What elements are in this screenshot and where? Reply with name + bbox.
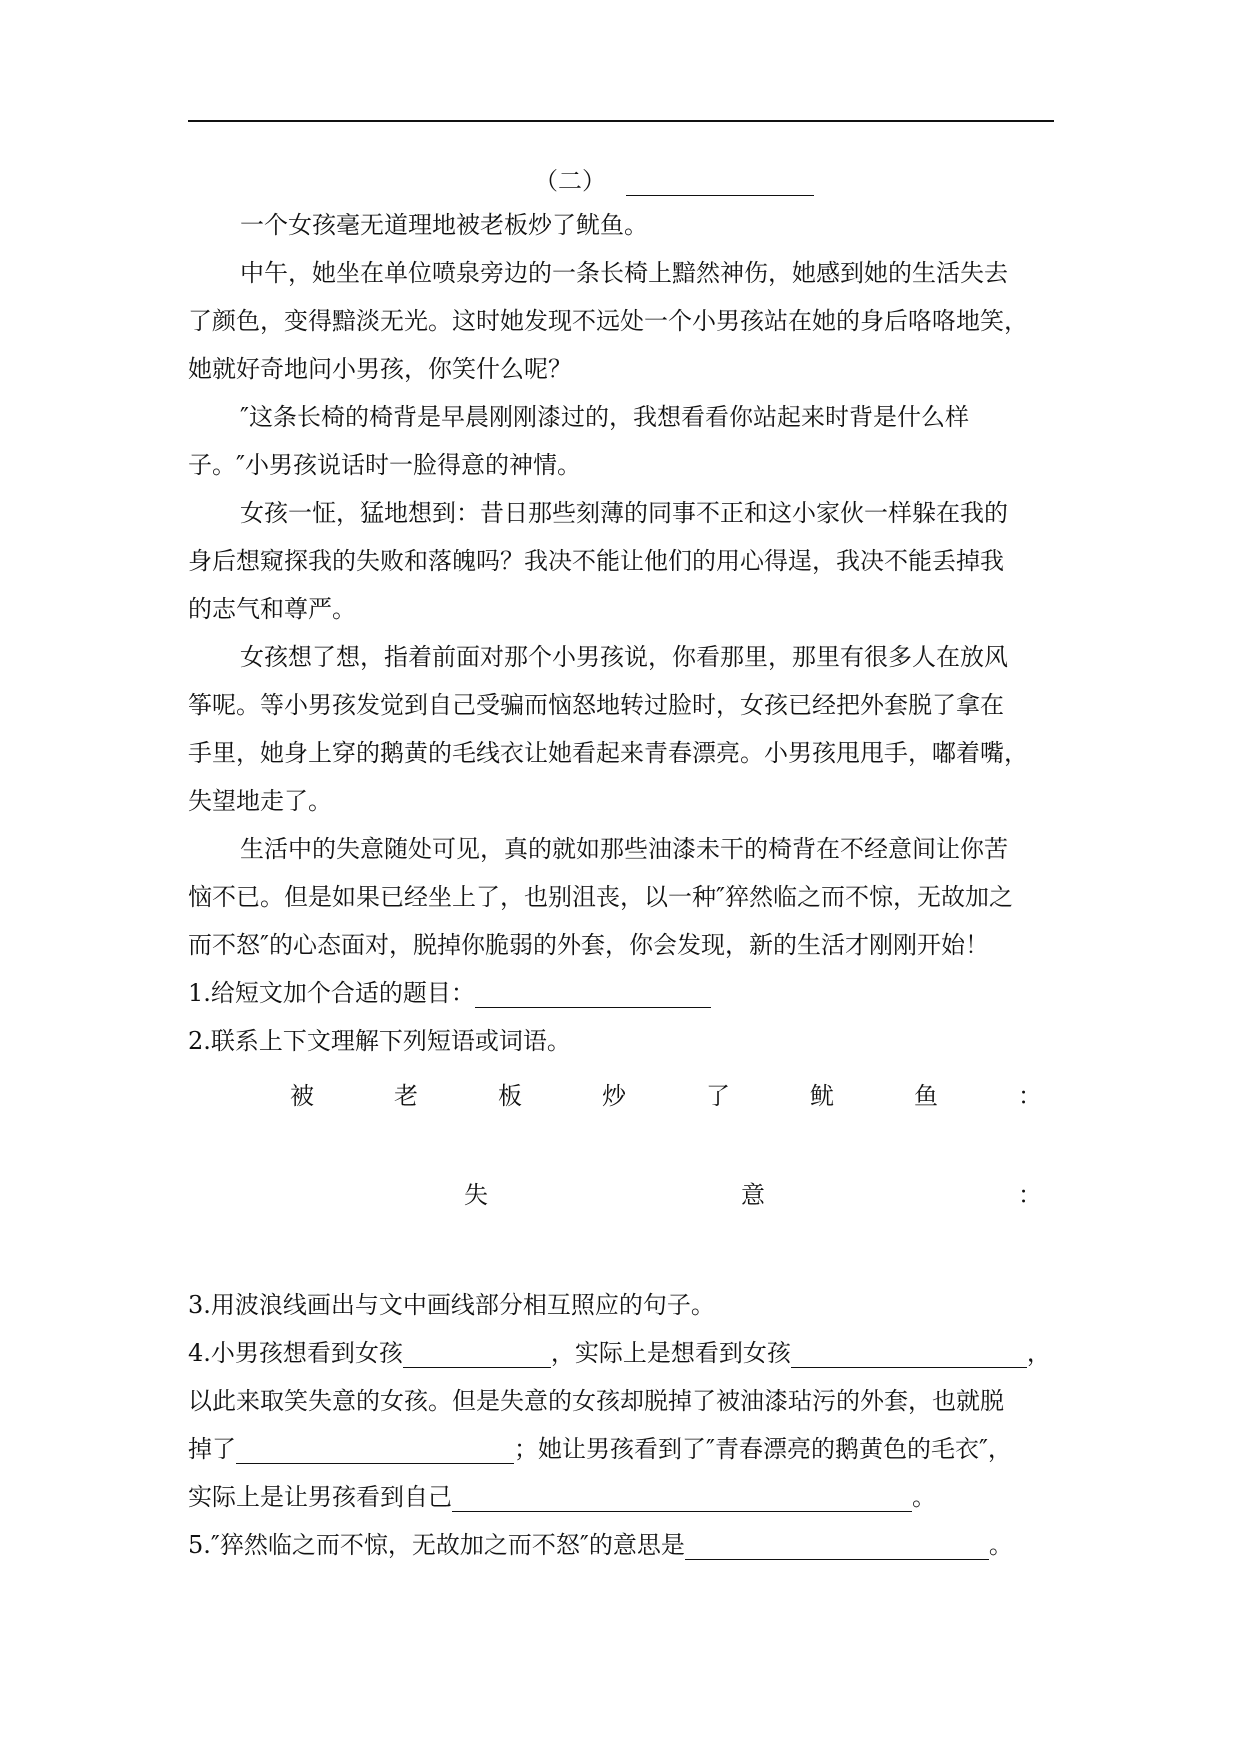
question-4-text-a: 4.小男孩想看到女孩 xyxy=(188,1339,403,1367)
paragraph-1: 一个女孩毫无道理地被老板炒了鱿鱼。 xyxy=(240,211,648,239)
question-1-blank[interactable] xyxy=(475,983,711,1008)
header-rule xyxy=(188,120,1054,122)
question-4-blank-3[interactable] xyxy=(236,1439,514,1464)
question-4-text-g: 实际上是让男孩看到自己 xyxy=(188,1483,452,1511)
paragraph-5-line-2: 筝呢。等小男孩发觉到自己受骗而恼怒地转过脸时，女孩已经把外套脱了拿在 xyxy=(188,691,1004,719)
paragraph-2-line-2: 了颜色，变得黯淡无光。这时她发现不远处一个小男孩站在她的身后咯咯地笑， xyxy=(188,307,1028,335)
question-4-line-2: 以此来取笑失意的女孩。但是失意的女孩却脱掉了被油漆玷污的外套，也就脱 xyxy=(188,1387,1004,1415)
paragraph-4-line-2: 身后想窥探我的失败和落魄吗？我决不能让他们的用心得逞，我决不能丢掉我 xyxy=(188,547,1004,575)
term-1-char: 板 xyxy=(498,1082,522,1110)
question-4-line-1 xyxy=(188,1338,1054,1368)
question-4-text-b: ，实际上是想看到女孩 xyxy=(550,1339,791,1367)
term-1-char: 了 xyxy=(706,1082,730,1110)
paragraph-5-line-1: 女孩想了想，指着前面对那个小男孩说，你看那里，那里有很多人在放风 xyxy=(240,643,1008,671)
question-5 xyxy=(188,1530,1054,1560)
question-4-text-c: ， xyxy=(1026,1339,1051,1367)
paragraph-4-line-1: 女孩一怔，猛地想到：昔日那些刻薄的同事不正和这小家伙一样躲在我的 xyxy=(240,499,1008,527)
term-2-char: 意 xyxy=(741,1181,765,1209)
question-4-text-f: ；她让男孩看到了″青春漂亮的鹅黄色的毛衣″， xyxy=(514,1435,1012,1463)
paragraph-2-line-3: 她就好奇地问小男孩，你笑什么呢？ xyxy=(188,355,572,383)
term-1-char: 鱿 xyxy=(810,1082,834,1110)
question-4-blank-4[interactable] xyxy=(452,1487,912,1512)
question-2-term-2 xyxy=(464,1180,1042,1210)
term-2-colon: ： xyxy=(1018,1181,1042,1209)
paragraph-6-line-1: 生活中的失意随处可见，真的就如那些油漆未干的椅背在不经意间让你苦 xyxy=(240,835,1008,863)
question-4-text-h: 。 xyxy=(912,1483,936,1511)
question-4-blank-2[interactable] xyxy=(791,1343,1027,1368)
title-blank[interactable] xyxy=(626,173,814,196)
term-1-colon: ： xyxy=(1018,1082,1042,1110)
question-5-text-b: 。 xyxy=(988,1531,1013,1559)
question-2: 2.联系上下文理解下列短语或词语。 xyxy=(188,1027,571,1055)
paragraph-3-line-2: 子。″小男孩说话时一脸得意的神情。 xyxy=(188,451,581,479)
term-1-char: 被 xyxy=(290,1082,314,1110)
term-2-char: 失 xyxy=(464,1181,488,1209)
paragraph-6-line-3: 而不怒″的心态面对，脱掉你脆弱的外套，你会发现，新的生活才刚刚开始！ xyxy=(188,931,989,959)
question-4-text-e: 掉了 xyxy=(188,1435,236,1463)
question-4-blank-1[interactable] xyxy=(403,1343,551,1368)
question-1-text: 1.给短文加个合适的题目： xyxy=(188,979,475,1007)
section-label: （二） xyxy=(534,167,606,195)
paragraph-6-line-2: 恼不已。但是如果已经坐上了，也别沮丧，以一种″猝然临之而不惊，无故加之 xyxy=(188,883,1013,911)
question-5-blank[interactable] xyxy=(685,1535,989,1560)
question-5-text-a: 5.″猝然临之而不惊，无故加之而不怒″的意思是 xyxy=(188,1531,685,1559)
question-3: 3.用波浪线画出与文中画线部分相互照应的句子。 xyxy=(188,1291,715,1319)
question-1 xyxy=(188,978,1054,1008)
paragraph-5-line-4: 失望地走了。 xyxy=(188,787,332,815)
paragraph-3-line-1: ″这条长椅的椅背是早晨刚刚漆过的，我想看看你站起来时背是什么样 xyxy=(240,403,969,431)
term-1-char: 炒 xyxy=(602,1082,626,1110)
question-4-line-4 xyxy=(188,1482,1054,1512)
paragraph-2-line-1: 中午，她坐在单位喷泉旁边的一条长椅上黯然神伤，她感到她的生活失去 xyxy=(240,259,1008,287)
term-1-char: 鱼 xyxy=(914,1082,938,1110)
question-4-line-3 xyxy=(188,1434,1054,1464)
term-1-char: 老 xyxy=(394,1082,418,1110)
question-2-term-1 xyxy=(290,1081,1042,1111)
paragraph-5-line-3: 手里，她身上穿的鹅黄的毛线衣让她看起来青春漂亮。小男孩甩甩手，嘟着嘴， xyxy=(188,739,1028,767)
paragraph-4-line-3: 的志气和尊严。 xyxy=(188,595,356,623)
section-heading xyxy=(534,166,814,196)
